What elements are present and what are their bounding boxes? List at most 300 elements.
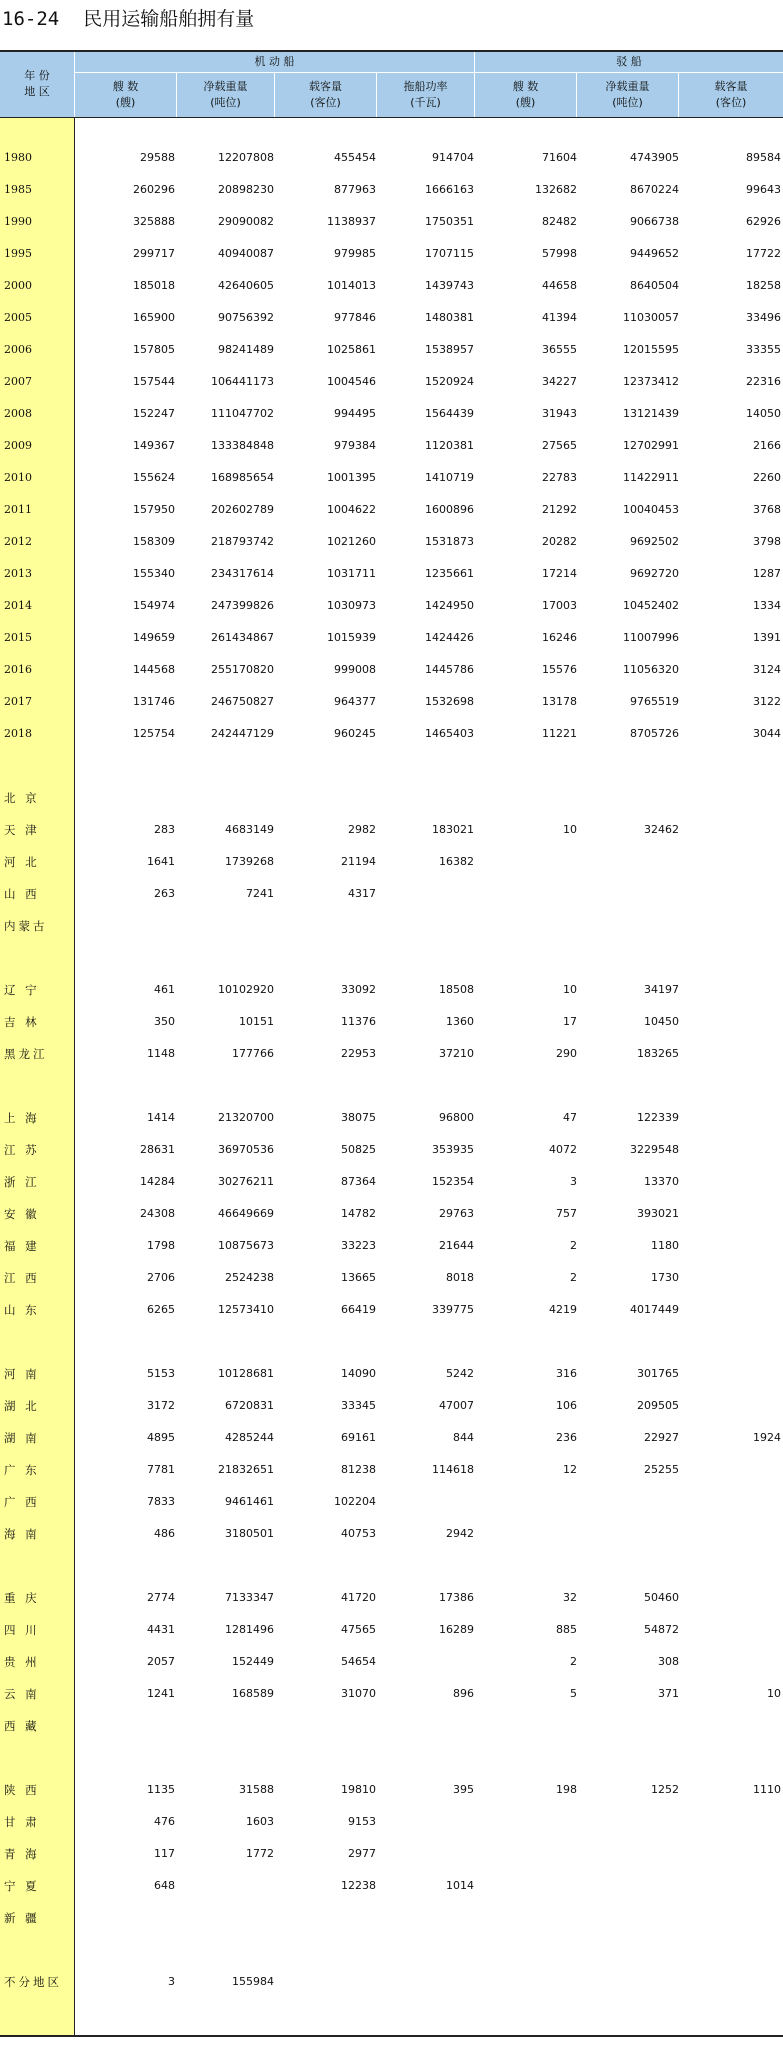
cell-motor-tug-power: 1750351 bbox=[425, 215, 474, 228]
cell-motor-tonnage: 7241 bbox=[246, 887, 274, 900]
cell-motor-count: 1798 bbox=[147, 1239, 175, 1252]
cell-barge-count: 13178 bbox=[542, 695, 577, 708]
year-row bbox=[0, 340, 783, 360]
cell-motor-passengers: 1014013 bbox=[327, 279, 376, 292]
col-divider bbox=[678, 73, 679, 117]
year-label: 2016 bbox=[4, 663, 32, 676]
cell-motor-tonnage: 168985654 bbox=[211, 471, 274, 484]
region-label: 湖 北 bbox=[4, 1399, 40, 1413]
region-label: 北 京 bbox=[4, 791, 40, 805]
cell-barge-tonnage: 1730 bbox=[651, 1271, 679, 1284]
region-label: 安 徽 bbox=[4, 1207, 40, 1221]
cell-barge-count: 47 bbox=[563, 1111, 577, 1124]
year-label: 1980 bbox=[4, 151, 32, 164]
cell-motor-passengers: 33345 bbox=[341, 1399, 376, 1412]
cell-barge-tonnage: 393021 bbox=[637, 1207, 679, 1220]
region-label: 黑龙江 bbox=[4, 1047, 48, 1061]
cell-motor-tug-power: 1445786 bbox=[425, 663, 474, 676]
cell-barge-count: 12 bbox=[563, 1463, 577, 1476]
cell-barge-tonnage: 8670224 bbox=[630, 183, 679, 196]
region-row bbox=[0, 1364, 783, 1384]
cell-barge-count: 757 bbox=[556, 1207, 577, 1220]
cell-motor-count: 4431 bbox=[147, 1623, 175, 1636]
year-row bbox=[0, 724, 783, 744]
cell-barge-passengers: 14050 bbox=[746, 407, 781, 420]
cell-barge-tonnage: 13121439 bbox=[623, 407, 679, 420]
year-label: 2005 bbox=[4, 311, 32, 324]
region-label: 吉 林 bbox=[4, 1015, 40, 1029]
cell-motor-count: 350 bbox=[154, 1015, 175, 1028]
region-label: 浙 江 bbox=[4, 1175, 40, 1189]
cell-barge-count: 21292 bbox=[542, 503, 577, 516]
cell-motor-tug-power: 1410719 bbox=[425, 471, 474, 484]
cell-barge-tonnage: 10452402 bbox=[623, 599, 679, 612]
cell-motor-tug-power: 1120381 bbox=[425, 439, 474, 452]
cell-motor-tonnage: 21832651 bbox=[218, 1463, 274, 1476]
cell-barge-count: 4072 bbox=[549, 1143, 577, 1156]
cell-motor-tug-power: 1532698 bbox=[425, 695, 474, 708]
cell-barge-passengers: 99643 bbox=[746, 183, 781, 196]
cell-barge-passengers: 1391 bbox=[753, 631, 781, 644]
cell-barge-tonnage: 3229548 bbox=[630, 1143, 679, 1156]
col-header-label: 艘 数 bbox=[112, 79, 139, 93]
col-header-motor-passengers bbox=[275, 73, 376, 117]
region-row bbox=[0, 1844, 783, 1864]
cell-motor-tug-power: 1439743 bbox=[425, 279, 474, 292]
year-row bbox=[0, 596, 783, 616]
year-row bbox=[0, 148, 783, 168]
year-row bbox=[0, 692, 783, 712]
cell-motor-count: 155340 bbox=[133, 567, 175, 580]
region-row bbox=[0, 1588, 783, 1608]
col-header-motor-count bbox=[75, 73, 176, 117]
cell-motor-passengers: 22953 bbox=[341, 1047, 376, 1060]
cell-motor-passengers: 14782 bbox=[341, 1207, 376, 1220]
cell-barge-count: 198 bbox=[556, 1783, 577, 1796]
region-row bbox=[0, 1908, 783, 1928]
cell-motor-tonnage: 21320700 bbox=[218, 1111, 274, 1124]
year-label: 2007 bbox=[4, 375, 32, 388]
cell-motor-passengers: 12238 bbox=[341, 1879, 376, 1892]
cell-motor-passengers: 54654 bbox=[341, 1655, 376, 1668]
cell-barge-count: 20282 bbox=[542, 535, 577, 548]
year-row bbox=[0, 532, 783, 552]
cell-motor-tonnage: 12573410 bbox=[218, 1303, 274, 1316]
cell-barge-passengers: 2260 bbox=[753, 471, 781, 484]
cell-barge-tonnage: 1252 bbox=[651, 1783, 679, 1796]
cell-motor-tug-power: 1564439 bbox=[425, 407, 474, 420]
cell-barge-count: 290 bbox=[556, 1047, 577, 1060]
cell-motor-tonnage: 242447129 bbox=[211, 727, 274, 740]
cell-motor-passengers: 1030973 bbox=[327, 599, 376, 612]
cell-barge-count: 10 bbox=[563, 823, 577, 836]
cell-motor-count: 283 bbox=[154, 823, 175, 836]
cell-motor-passengers: 1004546 bbox=[327, 375, 376, 388]
col-header-unit: (艘) bbox=[115, 95, 136, 109]
cell-motor-tonnage: 98241489 bbox=[218, 343, 274, 356]
region-label: 四 川 bbox=[4, 1623, 40, 1637]
year-row bbox=[0, 244, 783, 264]
cell-motor-passengers: 964377 bbox=[334, 695, 376, 708]
cell-motor-count: 6265 bbox=[147, 1303, 175, 1316]
col-header-label: 载客量 bbox=[714, 79, 748, 93]
cell-barge-count: 22783 bbox=[542, 471, 577, 484]
cell-motor-tonnage: 246750827 bbox=[211, 695, 274, 708]
cell-motor-tug-power: 96800 bbox=[439, 1111, 474, 1124]
col-header-motor-tonnage bbox=[177, 73, 274, 117]
year-label: 2008 bbox=[4, 407, 32, 420]
cell-motor-tug-power: 1480381 bbox=[425, 311, 474, 324]
year-row bbox=[0, 436, 783, 456]
cell-motor-count: 1641 bbox=[147, 855, 175, 868]
region-row bbox=[0, 1460, 783, 1480]
cell-barge-tonnage: 32462 bbox=[644, 823, 679, 836]
cell-motor-count: 185018 bbox=[133, 279, 175, 292]
cell-motor-passengers: 979985 bbox=[334, 247, 376, 260]
cell-barge-count: 236 bbox=[556, 1431, 577, 1444]
cell-motor-tug-power: 114618 bbox=[432, 1463, 474, 1476]
cell-motor-count: 2057 bbox=[147, 1655, 175, 1668]
year-label: 2018 bbox=[4, 727, 32, 740]
cell-motor-tug-power: 353935 bbox=[432, 1143, 474, 1156]
year-row bbox=[0, 468, 783, 488]
cell-motor-tug-power: 29763 bbox=[439, 1207, 474, 1220]
region-row bbox=[0, 1780, 783, 1800]
stub-divider bbox=[74, 52, 75, 117]
cell-motor-passengers: 1015939 bbox=[327, 631, 376, 644]
cell-motor-passengers: 33223 bbox=[341, 1239, 376, 1252]
cell-barge-count: 36555 bbox=[542, 343, 577, 356]
cell-motor-passengers: 994495 bbox=[334, 407, 376, 420]
year-label: 2006 bbox=[4, 343, 32, 356]
cell-motor-count: 2706 bbox=[147, 1271, 175, 1284]
year-row bbox=[0, 308, 783, 328]
cell-motor-tonnage: 202602789 bbox=[211, 503, 274, 516]
cell-barge-count: 316 bbox=[556, 1367, 577, 1380]
cell-motor-passengers: 1001395 bbox=[327, 471, 376, 484]
cell-motor-count: 144568 bbox=[133, 663, 175, 676]
cell-motor-tonnage: 29090082 bbox=[218, 215, 274, 228]
cell-barge-count: 16246 bbox=[542, 631, 577, 644]
cell-motor-tug-power: 152354 bbox=[432, 1175, 474, 1188]
region-row bbox=[0, 788, 783, 808]
cell-motor-tug-power: 395 bbox=[453, 1783, 474, 1796]
cell-motor-count: 3 bbox=[168, 1975, 175, 1988]
col-divider bbox=[176, 73, 177, 117]
cell-barge-tonnage: 11056320 bbox=[623, 663, 679, 676]
region-row bbox=[0, 1972, 783, 1992]
region-label: 西 藏 bbox=[4, 1719, 40, 1733]
cell-barge-count: 2 bbox=[570, 1271, 577, 1284]
cell-motor-count: 165900 bbox=[133, 311, 175, 324]
cell-barge-tonnage: 9449652 bbox=[630, 247, 679, 260]
region-label: 山 西 bbox=[4, 887, 40, 901]
cell-motor-passengers: 66419 bbox=[341, 1303, 376, 1316]
cell-motor-tug-power: 1465403 bbox=[425, 727, 474, 740]
year-row bbox=[0, 404, 783, 424]
cell-motor-tonnage: 152449 bbox=[232, 1655, 274, 1668]
region-row bbox=[0, 1172, 783, 1192]
cell-barge-tonnage: 12373412 bbox=[623, 375, 679, 388]
col-header-label: 净载重量 bbox=[605, 79, 650, 93]
region-label: 不分地区 bbox=[4, 1975, 62, 1989]
cell-motor-tonnage: 9461461 bbox=[225, 1495, 274, 1508]
cell-motor-tug-power: 1538957 bbox=[425, 343, 474, 356]
col-header-motor-tug-power bbox=[377, 73, 474, 117]
cell-barge-passengers: 10 bbox=[767, 1687, 781, 1700]
table-title-text: 民用运输船舶拥有量 bbox=[83, 8, 255, 30]
region-label: 宁 夏 bbox=[4, 1879, 40, 1893]
cell-barge-tonnage: 13370 bbox=[644, 1175, 679, 1188]
stub-header-year: 年 份 bbox=[24, 69, 50, 82]
region-label: 青 海 bbox=[4, 1847, 40, 1861]
region-row bbox=[0, 980, 783, 1000]
cell-barge-tonnage: 183265 bbox=[637, 1047, 679, 1060]
cell-motor-count: 157950 bbox=[133, 503, 175, 516]
cell-motor-tug-power: 21644 bbox=[439, 1239, 474, 1252]
table-header bbox=[0, 50, 783, 118]
year-row bbox=[0, 660, 783, 680]
cell-motor-tonnage: 6720831 bbox=[225, 1399, 274, 1412]
region-row bbox=[0, 1012, 783, 1032]
region-row bbox=[0, 1108, 783, 1128]
cell-motor-passengers: 979384 bbox=[334, 439, 376, 452]
cell-barge-count: 132682 bbox=[535, 183, 577, 196]
cell-barge-count: 10 bbox=[563, 983, 577, 996]
table-number: 16-24 bbox=[2, 8, 60, 30]
cell-motor-passengers: 87364 bbox=[341, 1175, 376, 1188]
region-row bbox=[0, 1268, 783, 1288]
cell-motor-count: 125754 bbox=[133, 727, 175, 740]
region-label: 甘 肃 bbox=[4, 1815, 40, 1829]
region-label: 辽 宁 bbox=[4, 983, 40, 997]
cell-motor-tonnage: 111047702 bbox=[211, 407, 274, 420]
cell-motor-passengers: 102204 bbox=[334, 1495, 376, 1508]
cell-motor-tonnage: 247399826 bbox=[211, 599, 274, 612]
col-header-label: 拖船功率 bbox=[403, 79, 448, 93]
region-row bbox=[0, 1492, 783, 1512]
cell-motor-tonnage: 168589 bbox=[232, 1687, 274, 1700]
cell-motor-tug-power: 1424950 bbox=[425, 599, 474, 612]
cell-motor-tug-power: 16382 bbox=[439, 855, 474, 868]
cell-barge-passengers: 3798 bbox=[753, 535, 781, 548]
col-header-unit: (客位) bbox=[310, 95, 341, 109]
region-row bbox=[0, 916, 783, 936]
cell-barge-count: 17 bbox=[563, 1015, 577, 1028]
cell-motor-count: 461 bbox=[154, 983, 175, 996]
cell-motor-tonnage: 1603 bbox=[246, 1815, 274, 1828]
region-row bbox=[0, 1236, 783, 1256]
cell-barge-tonnage: 9765519 bbox=[630, 695, 679, 708]
region-row bbox=[0, 1428, 783, 1448]
cell-motor-count: 152247 bbox=[133, 407, 175, 420]
cell-barge-tonnage: 25255 bbox=[644, 1463, 679, 1476]
year-label: 2017 bbox=[4, 695, 32, 708]
cell-motor-tug-power: 1666163 bbox=[425, 183, 474, 196]
cell-barge-count: 106 bbox=[556, 1399, 577, 1412]
year-row bbox=[0, 372, 783, 392]
region-row bbox=[0, 1396, 783, 1416]
cell-motor-passengers: 31070 bbox=[341, 1687, 376, 1700]
region-row bbox=[0, 820, 783, 840]
cell-motor-tonnage: 177766 bbox=[232, 1047, 274, 1060]
cell-barge-tonnage: 1180 bbox=[651, 1239, 679, 1252]
cell-barge-tonnage: 8640504 bbox=[630, 279, 679, 292]
region-label: 广 东 bbox=[4, 1463, 40, 1477]
cell-barge-count: 31943 bbox=[542, 407, 577, 420]
cell-motor-tonnage: 3180501 bbox=[225, 1527, 274, 1540]
year-row bbox=[0, 628, 783, 648]
cell-motor-passengers: 47565 bbox=[341, 1623, 376, 1636]
cell-motor-count: 1414 bbox=[147, 1111, 175, 1124]
year-label: 2014 bbox=[4, 599, 32, 612]
cell-barge-tonnage: 10450 bbox=[644, 1015, 679, 1028]
cell-motor-tug-power: 8018 bbox=[446, 1271, 474, 1284]
cell-barge-tonnage: 54872 bbox=[644, 1623, 679, 1636]
cell-barge-tonnage: 12702991 bbox=[623, 439, 679, 452]
cell-motor-tonnage: 261434867 bbox=[211, 631, 274, 644]
year-label: 2013 bbox=[4, 567, 32, 580]
cell-motor-tug-power: 47007 bbox=[439, 1399, 474, 1412]
col-header-barge-passengers bbox=[679, 73, 783, 117]
region-label: 河 北 bbox=[4, 855, 40, 869]
cell-motor-tonnage: 106441173 bbox=[211, 375, 274, 388]
region-label: 内蒙古 bbox=[4, 919, 48, 933]
region-label: 重 庆 bbox=[4, 1591, 40, 1605]
col-divider bbox=[576, 73, 577, 117]
cell-motor-tug-power: 914704 bbox=[432, 151, 474, 164]
cell-barge-count: 2 bbox=[570, 1239, 577, 1252]
region-label: 上 海 bbox=[4, 1111, 40, 1125]
cell-motor-passengers: 977846 bbox=[334, 311, 376, 324]
cell-motor-tonnage: 12207808 bbox=[218, 151, 274, 164]
region-label: 海 南 bbox=[4, 1527, 40, 1541]
cell-motor-tonnage: 10875673 bbox=[218, 1239, 274, 1252]
cell-motor-tonnage: 31588 bbox=[239, 1783, 274, 1796]
cell-barge-tonnage: 9692502 bbox=[630, 535, 679, 548]
cell-motor-count: 648 bbox=[154, 1879, 175, 1892]
region-row bbox=[0, 1140, 783, 1160]
region-label: 云 南 bbox=[4, 1687, 40, 1701]
year-label: 2011 bbox=[4, 503, 32, 516]
cell-motor-passengers: 81238 bbox=[341, 1463, 376, 1476]
cell-motor-count: 5153 bbox=[147, 1367, 175, 1380]
cell-motor-passengers: 50825 bbox=[341, 1143, 376, 1156]
cell-motor-passengers: 1004622 bbox=[327, 503, 376, 516]
stub-header-region: 地 区 bbox=[24, 85, 50, 98]
col-header-label: 艘 数 bbox=[512, 79, 539, 93]
region-row bbox=[0, 1204, 783, 1224]
cell-motor-count: 7781 bbox=[147, 1463, 175, 1476]
cell-barge-tonnage: 209505 bbox=[637, 1399, 679, 1412]
cell-motor-tug-power: 1424426 bbox=[425, 631, 474, 644]
cell-barge-passengers: 3122 bbox=[753, 695, 781, 708]
cell-motor-passengers: 2977 bbox=[348, 1847, 376, 1860]
region-label: 天 津 bbox=[4, 823, 40, 837]
cell-barge-tonnage: 50460 bbox=[644, 1591, 679, 1604]
cell-motor-passengers: 960245 bbox=[334, 727, 376, 740]
cell-barge-passengers: 33355 bbox=[746, 343, 781, 356]
cell-barge-count: 34227 bbox=[542, 375, 577, 388]
cell-motor-count: 3172 bbox=[147, 1399, 175, 1412]
cell-motor-tug-power: 1014 bbox=[446, 1879, 474, 1892]
cell-motor-tonnage: 36970536 bbox=[218, 1143, 274, 1156]
cell-barge-count: 885 bbox=[556, 1623, 577, 1636]
region-row bbox=[0, 1684, 783, 1704]
cell-motor-passengers: 21194 bbox=[341, 855, 376, 868]
cell-motor-tonnage: 133384848 bbox=[211, 439, 274, 452]
region-row bbox=[0, 884, 783, 904]
cell-barge-passengers: 1334 bbox=[753, 599, 781, 612]
cell-motor-count: 149367 bbox=[133, 439, 175, 452]
cell-motor-tug-power: 18508 bbox=[439, 983, 474, 996]
cell-motor-passengers: 1025861 bbox=[327, 343, 376, 356]
cell-barge-tonnage: 34197 bbox=[644, 983, 679, 996]
group-header-motor bbox=[75, 52, 474, 72]
cell-motor-count: 260296 bbox=[133, 183, 175, 196]
region-row bbox=[0, 1620, 783, 1640]
cell-motor-tonnage: 10128681 bbox=[218, 1367, 274, 1380]
cell-motor-passengers: 1021260 bbox=[327, 535, 376, 548]
cell-motor-count: 131746 bbox=[133, 695, 175, 708]
year-row bbox=[0, 212, 783, 232]
cell-motor-tonnage: 46649669 bbox=[218, 1207, 274, 1220]
cell-motor-tug-power: 37210 bbox=[439, 1047, 474, 1060]
region-row bbox=[0, 852, 783, 872]
region-label: 陕 西 bbox=[4, 1783, 40, 1797]
cell-motor-count: 1148 bbox=[147, 1047, 175, 1060]
cell-motor-tonnage: 20898230 bbox=[218, 183, 274, 196]
cell-motor-passengers: 877963 bbox=[334, 183, 376, 196]
cell-motor-tug-power: 896 bbox=[453, 1687, 474, 1700]
cell-motor-tonnage: 234317614 bbox=[211, 567, 274, 580]
cell-motor-passengers: 999008 bbox=[334, 663, 376, 676]
cell-motor-passengers: 19810 bbox=[341, 1783, 376, 1796]
cell-barge-passengers: 3768 bbox=[753, 503, 781, 516]
cell-motor-passengers: 455454 bbox=[334, 151, 376, 164]
cell-barge-passengers: 1110 bbox=[753, 1783, 781, 1796]
col-header-unit: (艘) bbox=[515, 95, 536, 109]
year-label: 1995 bbox=[4, 247, 32, 260]
cell-barge-tonnage: 371 bbox=[658, 1687, 679, 1700]
cell-motor-tug-power: 1600896 bbox=[425, 503, 474, 516]
region-label: 福 建 bbox=[4, 1239, 40, 1253]
cell-motor-count: 2774 bbox=[147, 1591, 175, 1604]
cell-barge-count: 17214 bbox=[542, 567, 577, 580]
cell-motor-count: 29588 bbox=[140, 151, 175, 164]
col-header-barge-count bbox=[475, 73, 576, 117]
cell-motor-count: 158309 bbox=[133, 535, 175, 548]
cell-barge-tonnage: 11030057 bbox=[623, 311, 679, 324]
cell-motor-passengers: 41720 bbox=[341, 1591, 376, 1604]
year-label: 2010 bbox=[4, 471, 32, 484]
col-header-unit: (千瓦) bbox=[410, 95, 441, 109]
cell-motor-tonnage: 40940087 bbox=[218, 247, 274, 260]
cell-barge-passengers: 1287 bbox=[753, 567, 781, 580]
cell-barge-count: 71604 bbox=[542, 151, 577, 164]
col-header-label: 净载重量 bbox=[203, 79, 248, 93]
year-label: 2012 bbox=[4, 535, 32, 548]
cell-motor-passengers: 14090 bbox=[341, 1367, 376, 1380]
cell-barge-tonnage: 301765 bbox=[637, 1367, 679, 1380]
cell-barge-count: 27565 bbox=[542, 439, 577, 452]
cell-motor-tonnage: 1772 bbox=[246, 1847, 274, 1860]
col-header-label: 载客量 bbox=[309, 79, 342, 93]
cell-motor-tonnage: 155984 bbox=[232, 1975, 274, 1988]
cell-motor-tonnage: 4683149 bbox=[225, 823, 274, 836]
cell-motor-passengers: 1138937 bbox=[327, 215, 376, 228]
cell-motor-passengers: 33092 bbox=[341, 983, 376, 996]
